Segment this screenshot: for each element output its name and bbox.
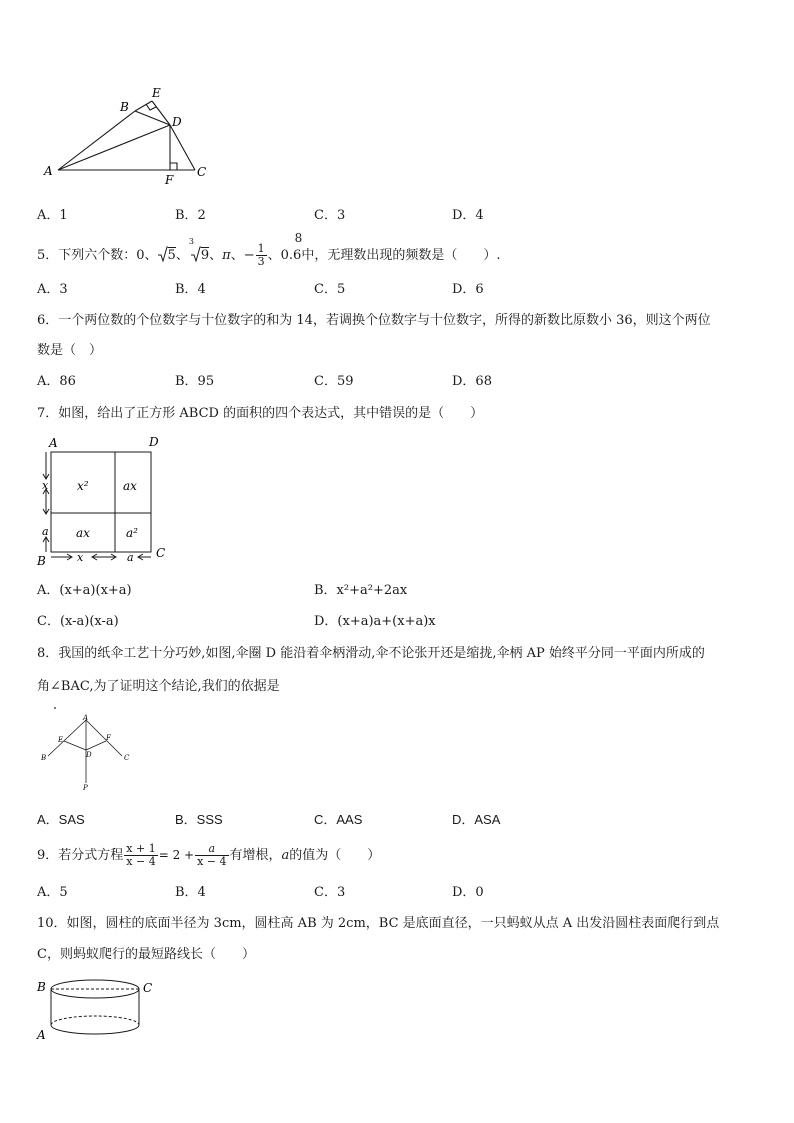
q5-cbrt9: 3 9 [188,237,210,263]
q7-label-A: A [49,436,58,450]
q7-cell-x2: x² [77,479,89,493]
q7-cell-a2: a² [126,526,138,540]
q5-pi: π [222,248,231,263]
q7-label-C: C [156,546,166,560]
q8-option-a[interactable]: A．SAS [37,812,85,827]
q9-fraction-2: $\frac{a}{x - 4}$ [197,842,227,868]
q7-cell-ax-bottom: ax [76,526,90,540]
q4-label-C: C [197,165,207,179]
q8-label-F: F [106,734,111,742]
q4-label-D: D [172,115,182,129]
question-10-line2: C，则蚂蚁爬行的最短路线长（ ） [37,947,255,962]
question-7: 7．如图，给出了正方形 ABCD 的面积的四个表达式，其中错误的是（ ） [37,406,484,421]
q9-tail: 的值为（ ） [289,848,381,863]
q9-prefix: 9．若分式方程 [37,848,124,863]
question-8-line1: 8．我国的纸伞工艺十分巧妙,如图,伞圈 D 能沿着伞柄滑动,伞不论张开还是缩拢,伞柄 AP 始终平分同一平面内所成的 [37,646,705,661]
q9-suffix: 有增根， [229,848,282,863]
q7-option-b[interactable]: B．x²+a²+2ax [314,583,408,598]
q6-option-d[interactable]: D．68 [452,374,492,389]
q6-option-a[interactable]: A．86 [37,374,76,389]
q5-neg: − [243,248,255,263]
q10-cylinder-figure [35,975,165,1047]
q7-bottom-x: x [77,551,84,564]
question-8-line2: 角∠BAC,为了证明这个结论,我们的依据是 [37,679,280,694]
q9-option-a[interactable]: A．5 [37,885,68,900]
q4-label-E: E [152,86,161,100]
question-6-line2: 数是（ ） [37,343,103,358]
q8-label-D: D [86,751,92,759]
q9-option-d[interactable]: D．0 [452,885,484,900]
q6-option-b[interactable]: B．95 [175,374,215,389]
q5-sep3: 、 [230,248,244,263]
q7-square-figure [35,434,170,568]
q9-option-c[interactable]: C．3 [314,885,346,900]
q8-label-E: E [58,736,64,744]
q5-prefix: 5．下列六个数：0、 [37,248,158,263]
q5-sep2: 、 [209,248,223,263]
q5-option-c[interactable]: C．5 [314,282,346,297]
q4-option-a[interactable]: A．1 [37,208,68,223]
q7-label-B: B [37,554,46,568]
q4-label-F: F [165,173,174,185]
q9-fraction-1: $\frac{x + 1}{x - 4}$ [126,842,156,868]
q4-option-c[interactable]: C．3 [314,208,346,223]
q5-option-a[interactable]: A．3 [37,282,68,297]
q10-label-A: A [37,1028,46,1042]
q9-option-b[interactable]: B．4 [175,885,206,900]
q4-option-b[interactable]: B．2 [175,208,206,223]
q5-option-b[interactable]: B．4 [175,282,206,297]
q7-option-c[interactable]: C．(x-a)(x-a) [37,614,119,629]
q4-triangle-figure [40,85,220,185]
q8-label-C: C [124,754,130,762]
question-5 [37,231,501,271]
q7-side-x: x [42,479,49,492]
q4-label-A: A [44,164,53,178]
q8-option-c[interactable]: C．AAS [314,812,363,827]
q7-side-a: a [42,525,49,538]
q5-sqrt5: 5 [158,241,176,271]
q10-label-C: C [143,981,153,995]
q9-var: a [281,848,290,863]
q8-label-A: A [83,714,89,722]
q8-option-d[interactable]: D．ASA [452,812,501,827]
question-9 [37,838,380,872]
question-6-line1: 6．一个两位数的个位数字与十位数字的和为 14，若调换个位数字与十位数字，所得的新数比原数小 36，则这个两位 [37,313,711,328]
q6-option-c[interactable]: C．59 [314,374,354,389]
q5-suffix: 中，无理数出现的频数是（ ）. [301,248,501,263]
q5-repeating-decimal: 0.6 8 [280,231,303,263]
q4-label-B: B [120,100,129,114]
q5-fraction: $\frac{1}{3}$ [257,242,265,268]
q9-equals: = 2 + [158,848,195,862]
q8-option-b[interactable]: B．SSS [175,812,223,827]
q7-label-D: D [149,435,159,449]
q7-option-a[interactable]: A．(x+a)(x+a) [37,583,132,598]
q7-cell-ax-top: ax [123,479,137,493]
q5-sep1: 、 [175,248,189,263]
q8-umbrella-figure [38,704,138,796]
q10-label-B: B [37,980,46,994]
q5-option-d[interactable]: D．6 [452,282,484,297]
question-10-line1: 10．如图，圆柱的底面半径为 3cm，圆柱高 AB 为 2cm，BC 是底面直径，一只蚂蚁从点 A 出发沿圆柱表面爬行到点 [37,916,720,931]
q5-sep4: 、 [267,248,281,263]
q8-label-P: P [83,784,88,792]
q7-option-d[interactable]: D．(x+a)a+(x+a)x [314,614,436,629]
q4-option-d[interactable]: D．4 [452,208,484,223]
q8-label-B: B [41,754,47,762]
q7-bottom-a: a [127,551,134,564]
